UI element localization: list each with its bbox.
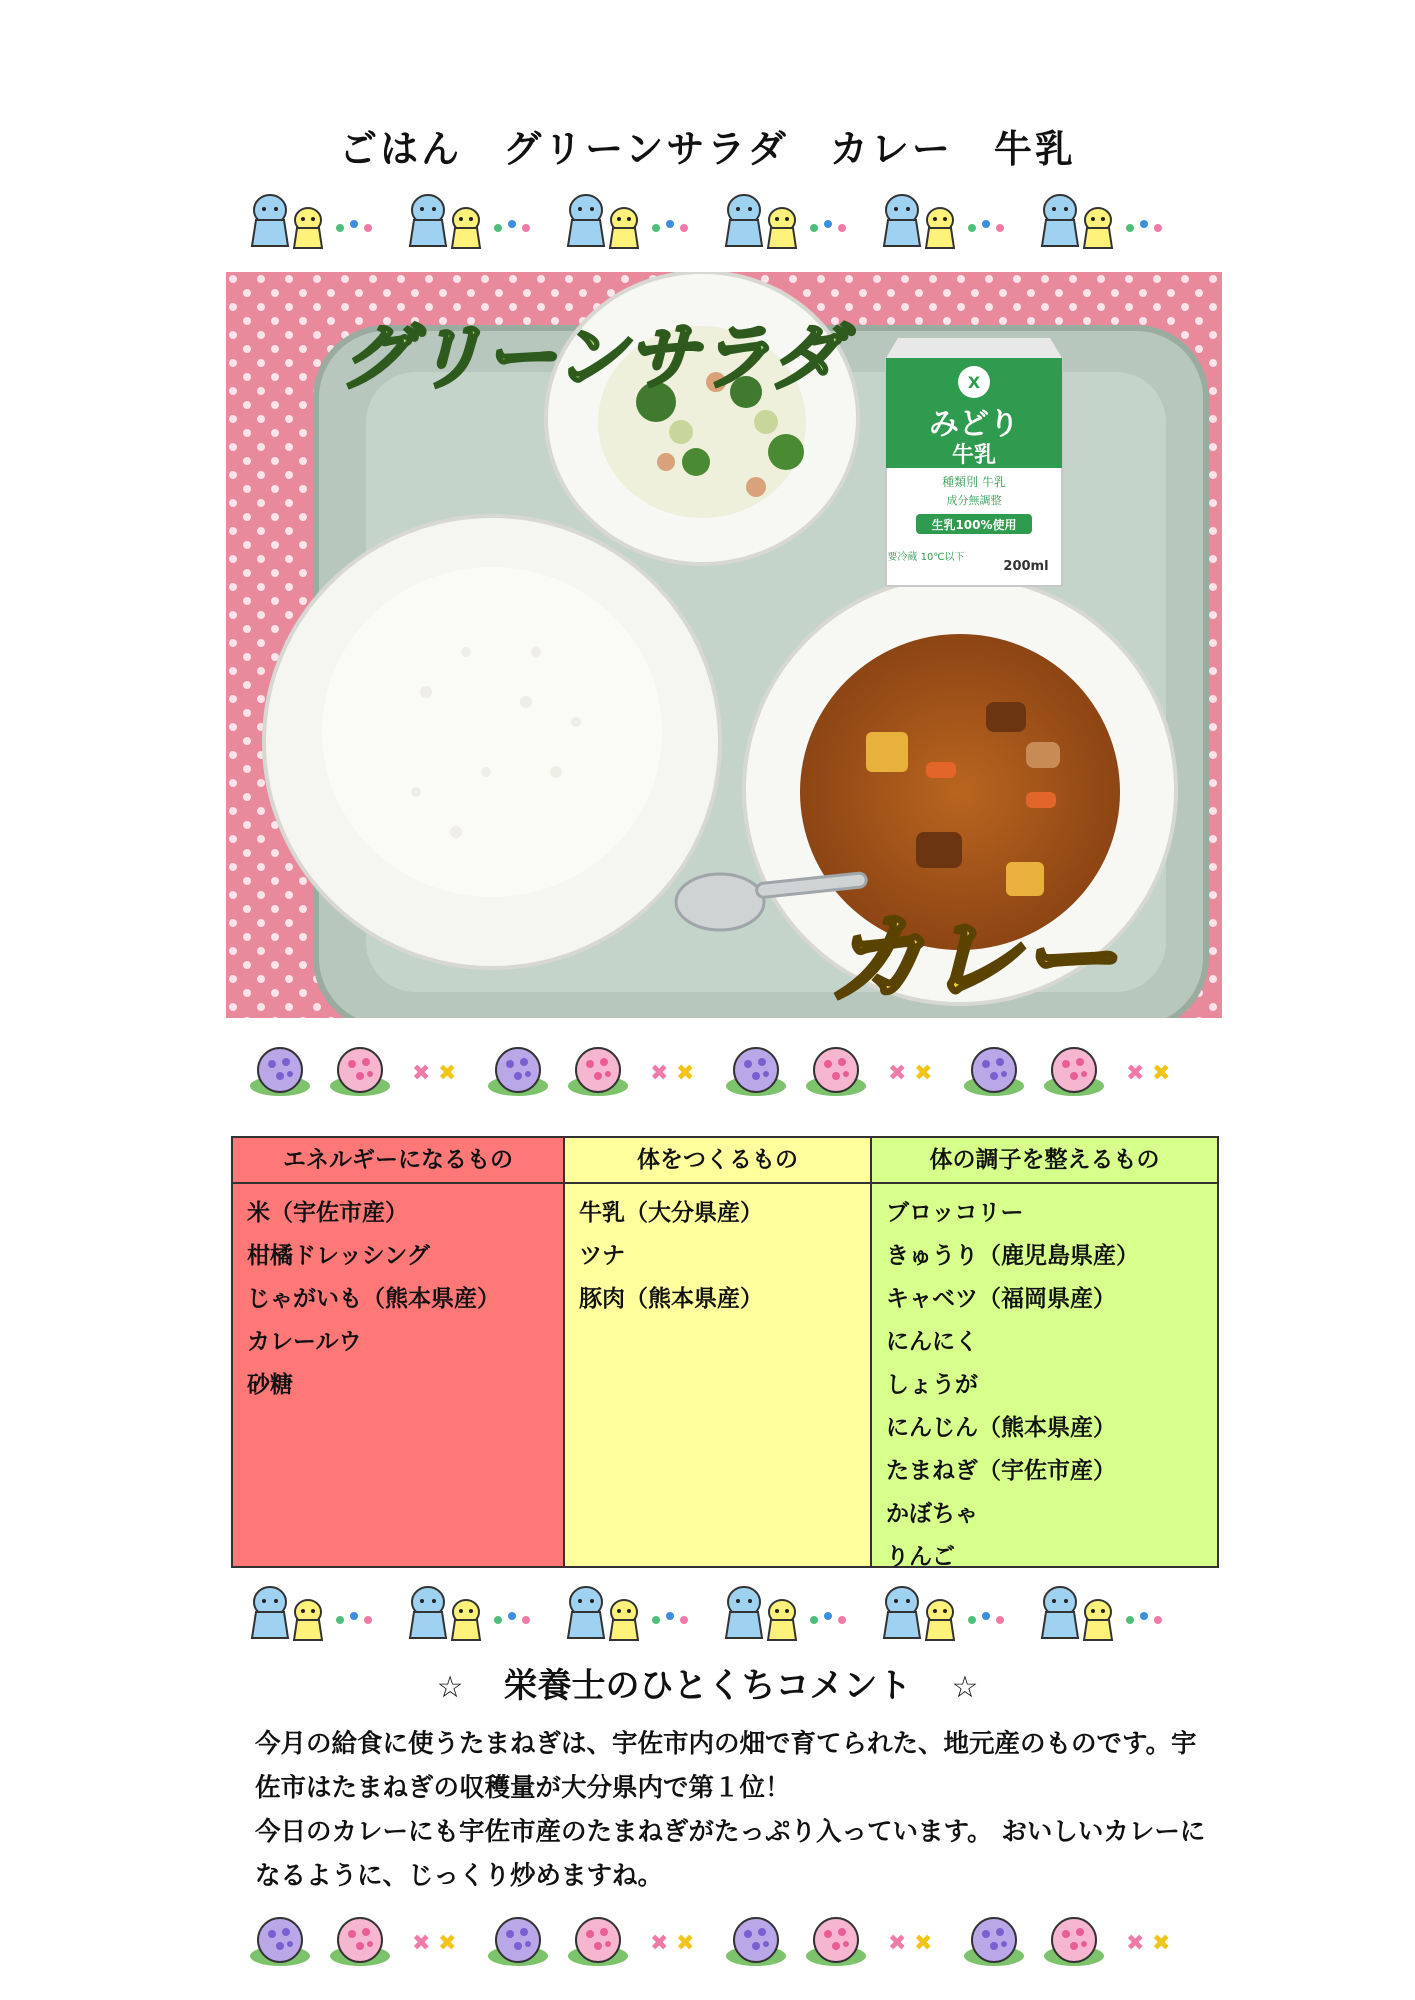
hydrangea-border-icon bbox=[250, 1910, 1190, 1974]
milk-note: 成分無調整 bbox=[946, 494, 1002, 507]
body-item: ツナ bbox=[579, 1243, 625, 1269]
condition-item: りんご bbox=[886, 1544, 955, 1570]
condition-item: キャベツ（福岡県産） bbox=[886, 1286, 1116, 1312]
milk-storage: 要冷蔵 10℃以下 bbox=[887, 552, 965, 563]
milk-sub: 種類別 牛乳 bbox=[942, 475, 1006, 489]
menu-title: ごはん グリーンサラダ カレー 牛乳 bbox=[339, 127, 1076, 171]
star-icon: ☆ bbox=[951, 1670, 979, 1705]
comment-paragraph: 今日のカレーにも宇佐市産のたまねぎがたっぷり入っています。 おいしいカレーになるように、じっくり炒めますね。 bbox=[255, 1817, 1206, 1891]
milk-volume: 200ml bbox=[1003, 559, 1049, 574]
body-column bbox=[563, 1138, 870, 1566]
food-group-table bbox=[231, 1136, 1219, 1568]
condition-item: にんにく bbox=[886, 1329, 978, 1355]
teru-teru-bozu-border-icon bbox=[250, 192, 1190, 256]
flower-border-bottom bbox=[250, 1910, 1190, 1974]
comment-body bbox=[255, 1722, 1215, 1898]
condition-header: 体の調子を整えるもの bbox=[872, 1138, 1217, 1184]
condition-item: きゅうり（鹿児島県産） bbox=[886, 1243, 1139, 1269]
condition-item: たまねぎ（宇佐市産） bbox=[886, 1458, 1116, 1484]
hydrangea-border-icon bbox=[250, 1040, 1190, 1104]
body-item: 牛乳（大分県産） bbox=[579, 1200, 763, 1226]
condition-item: しょうが bbox=[886, 1372, 978, 1398]
body-item: 豚肉（熊本県産） bbox=[579, 1286, 763, 1312]
milk-product: 牛乳 bbox=[951, 443, 997, 468]
condition-item: にんじん（熊本県産） bbox=[886, 1415, 1116, 1441]
doll-border-bottom bbox=[250, 1584, 1190, 1648]
energy-header: エネルギーになるもの bbox=[233, 1138, 563, 1184]
salad-label: グリーンサラダ bbox=[340, 315, 842, 399]
flower-border-middle bbox=[250, 1040, 1190, 1104]
condition-item: ブロッコリー bbox=[886, 1200, 1024, 1226]
comment-title: 栄養士のひとくちコメント bbox=[503, 1666, 912, 1706]
star-icon: ☆ bbox=[436, 1670, 464, 1705]
svg-text:X: X bbox=[967, 373, 981, 392]
milk-badge: 生乳100%使用 bbox=[931, 518, 1017, 532]
teru-teru-bozu-border-icon bbox=[250, 1584, 1190, 1648]
condition-column bbox=[870, 1138, 1217, 1570]
milk-brand: みどり bbox=[929, 407, 1019, 442]
curry-label: カレー bbox=[828, 903, 1116, 1015]
body-header: 体をつくるもの bbox=[565, 1138, 870, 1184]
comment-paragraph: 今月の給食に使うたまねぎは、宇佐市内の畑で育てられた、地元産のものです。宇佐市はたまねぎの収穫量が大分県内で第１位！ bbox=[255, 1729, 1197, 1803]
doll-border-top bbox=[250, 192, 1190, 256]
energy-item: 柑橘ドレッシング bbox=[247, 1243, 430, 1269]
condition-item: かぼちゃ bbox=[886, 1501, 978, 1527]
energy-item: じゃがいも（熊本県産） bbox=[247, 1286, 500, 1312]
energy-item: 砂糖 bbox=[247, 1372, 293, 1398]
energy-item: カレールウ bbox=[247, 1329, 362, 1355]
energy-column bbox=[233, 1138, 563, 1566]
meal-photo bbox=[226, 272, 1222, 1018]
comment-heading bbox=[0, 1658, 1415, 1707]
energy-item: 米（宇佐市産） bbox=[247, 1200, 408, 1226]
